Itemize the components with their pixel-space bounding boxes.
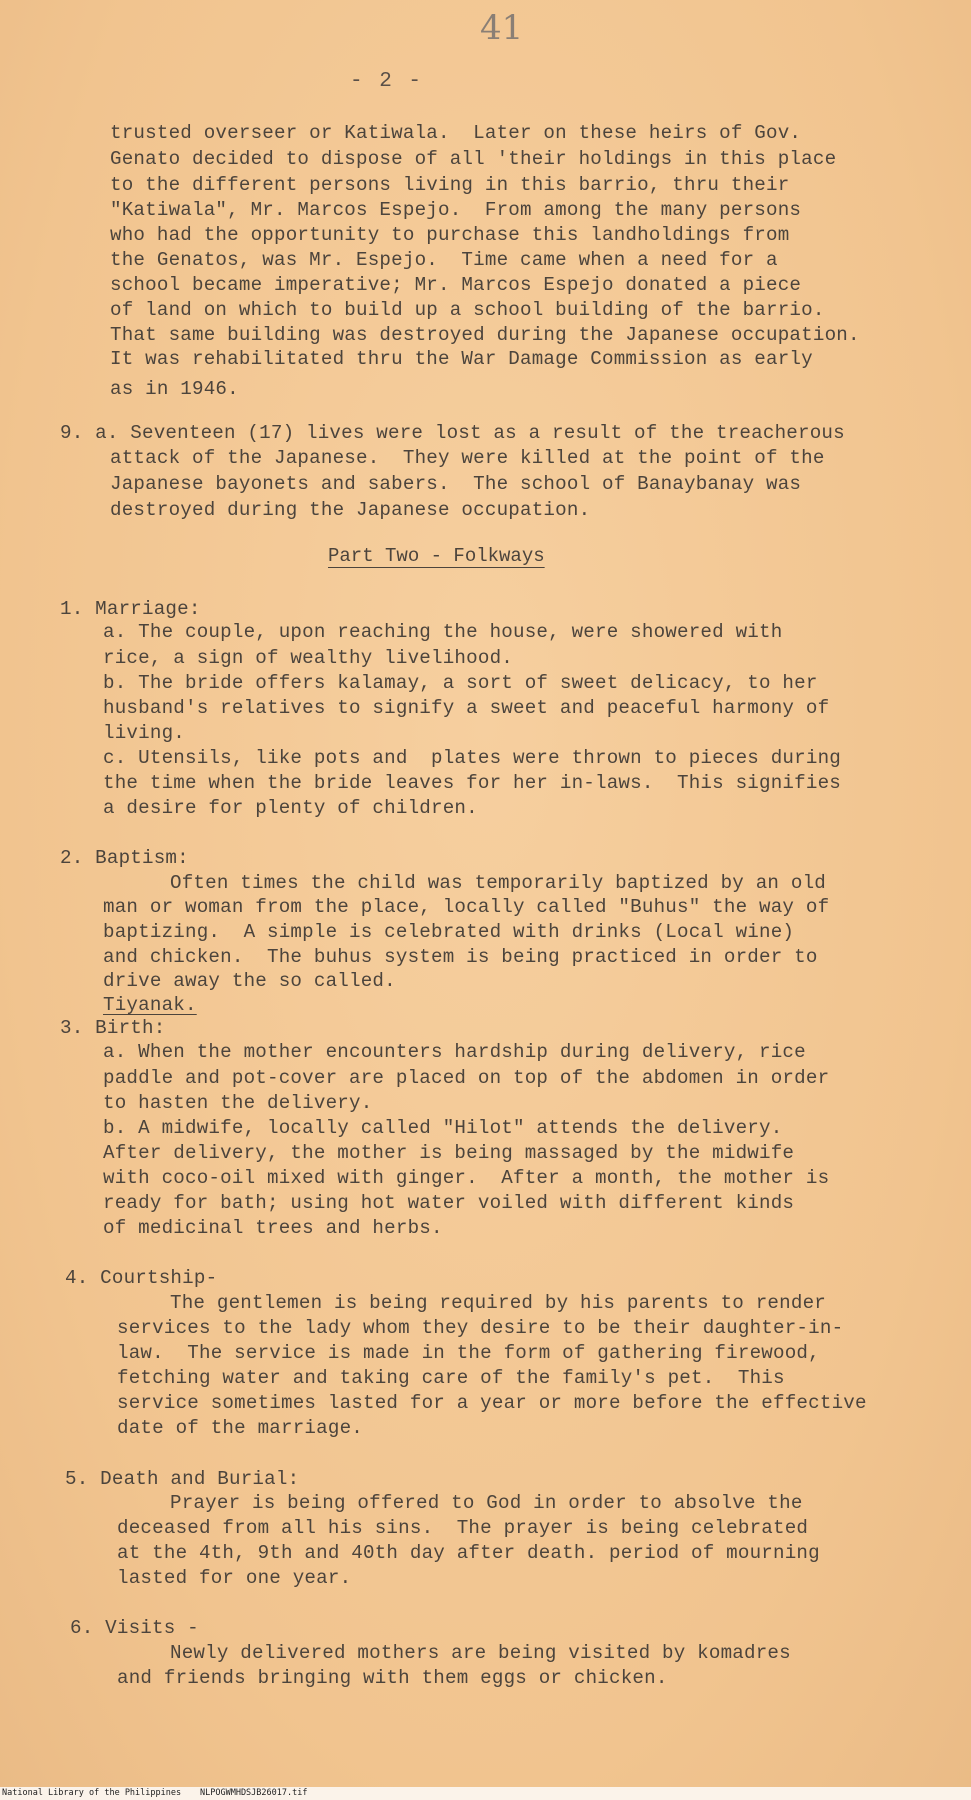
text-line: The gentlemen is being required by his parents to render	[170, 1292, 827, 1314]
marriage-heading: 1. Marriage:	[60, 598, 201, 620]
text-line: the time when the bride leaves for her in-laws. This signifies	[103, 772, 842, 794]
text-line: c. Utensils, like pots and plates were thrown to pieces during	[103, 747, 842, 769]
text-line: at the 4th, 9th and 40th day after death. period of mourning	[117, 1542, 820, 1564]
scan-footer	[0, 1787, 971, 1800]
text-line: "Katiwala", Mr. Marcos Espejo. From among the many persons	[110, 199, 802, 221]
text-line: school became imperative; Mr. Marcos Espejo donated a piece	[110, 274, 802, 296]
death-burial-heading: 5. Death and Burial:	[65, 1468, 300, 1490]
text-line: man or woman from the place, locally called "Buhus" the way of	[103, 896, 830, 918]
text-line: baptizing. A simple is celebrated with drinks (Local wine)	[103, 921, 795, 943]
text-line: Prayer is being offered to God in order to absolve the	[170, 1492, 803, 1514]
text-line: b. A midwife, locally called "Hilot" attends the delivery.	[103, 1117, 783, 1139]
visits-heading: 6. Visits -	[70, 1617, 199, 1639]
text-line: deceased from all his sins. The prayer is being celebrated	[117, 1517, 809, 1539]
tiyanak-term: Tiyanak.	[103, 994, 197, 1016]
footer-filename: NLPOGWMHDSJB26017.tif	[200, 1788, 308, 1798]
text-line: a. The couple, upon reaching the house, were showered with	[103, 621, 783, 643]
baptism-heading: 2. Baptism:	[60, 847, 189, 869]
birth-heading: 3. Birth:	[60, 1017, 166, 1039]
text-line: who had the opportunity to purchase this landholdings from	[110, 224, 790, 246]
text-line: to the different persons living in this barrio, thru their	[110, 174, 790, 196]
text-line: b. The bride offers kalamay, a sort of sweet delicacy, to her	[103, 672, 818, 694]
text-line: with coco-oil mixed with ginger. After a month, the mother is	[103, 1167, 830, 1189]
text-line: attack of the Japanese. They were killed at the point of the	[110, 447, 825, 469]
text-line: service sometimes lasted for a year or more before the effective	[117, 1392, 867, 1414]
text-line: services to the lady whom they desire to be their daughter-in-	[117, 1317, 844, 1339]
text-line: law. The service is made in the form of gathering firewood,	[117, 1342, 820, 1364]
handwritten-page-number: 41	[480, 8, 524, 48]
text-line: Newly delivered mothers are being visited by komadres	[170, 1642, 791, 1664]
text-line: and friends bringing with them eggs or chicken.	[117, 1667, 668, 1689]
text-line: of land on which to build up a school building of the barrio.	[110, 299, 825, 321]
text-line: rice, a sign of wealthy livelihood.	[103, 647, 514, 669]
text-line: the Genatos, was Mr. Espejo. Time came when a need for a	[110, 249, 778, 271]
text-line: Genato decided to dispose of all 'their holdings in this place	[110, 148, 837, 170]
section-9-line: 9. a. Seventeen (17) lives were lost as a result of the treacherous	[60, 422, 845, 444]
text-line: Often times the child was temporarily baptized by an old	[170, 872, 827, 894]
text-line: a desire for plenty of children.	[103, 797, 478, 819]
text-line: date of the marriage.	[117, 1417, 364, 1439]
text-line: ready for bath; using hot water voiled with different kinds	[103, 1192, 795, 1214]
text-line: and chicken. The buhus system is being practiced in order to	[103, 946, 818, 968]
text-line: That same building was destroyed during the Japanese occupation.	[110, 324, 860, 346]
text-line: trusted overseer or Katiwala. Later on these heirs of Gov.	[110, 122, 802, 144]
text-line: After delivery, the mother is being massaged by the midwife	[103, 1142, 795, 1164]
text-line: of medicinal trees and herbs.	[103, 1217, 443, 1239]
text-line: lasted for one year.	[117, 1567, 352, 1589]
text-line: drive away the so called.	[103, 970, 396, 992]
text-line: Japanese bayonets and sabers. The school of Banaybanay was	[110, 473, 802, 495]
text-line: husband's relatives to signify a sweet and peaceful harmony of	[103, 697, 830, 719]
courtship-heading: 4. Courtship-	[65, 1267, 218, 1289]
text-line: living.	[103, 722, 186, 744]
text-line: It was rehabilitated thru the War Damage Commission as early	[110, 348, 813, 370]
text-line: as in 1946.	[110, 378, 239, 400]
part-two-heading: Part Two - Folkways	[328, 545, 545, 567]
text-line: paddle and pot-cover are placed on top of the abdomen in order	[103, 1067, 830, 1089]
page-number: - 2 -	[350, 70, 424, 93]
text-line: a. When the mother encounters hardship during delivery, rice	[103, 1041, 806, 1063]
footer-source: National Library of the Philippines	[2, 1788, 182, 1798]
text-line: to hasten the delivery.	[103, 1092, 373, 1114]
text-line: destroyed during the Japanese occupation.	[110, 499, 591, 521]
text-line: fetching water and taking care of the family's pet. This	[117, 1367, 785, 1389]
